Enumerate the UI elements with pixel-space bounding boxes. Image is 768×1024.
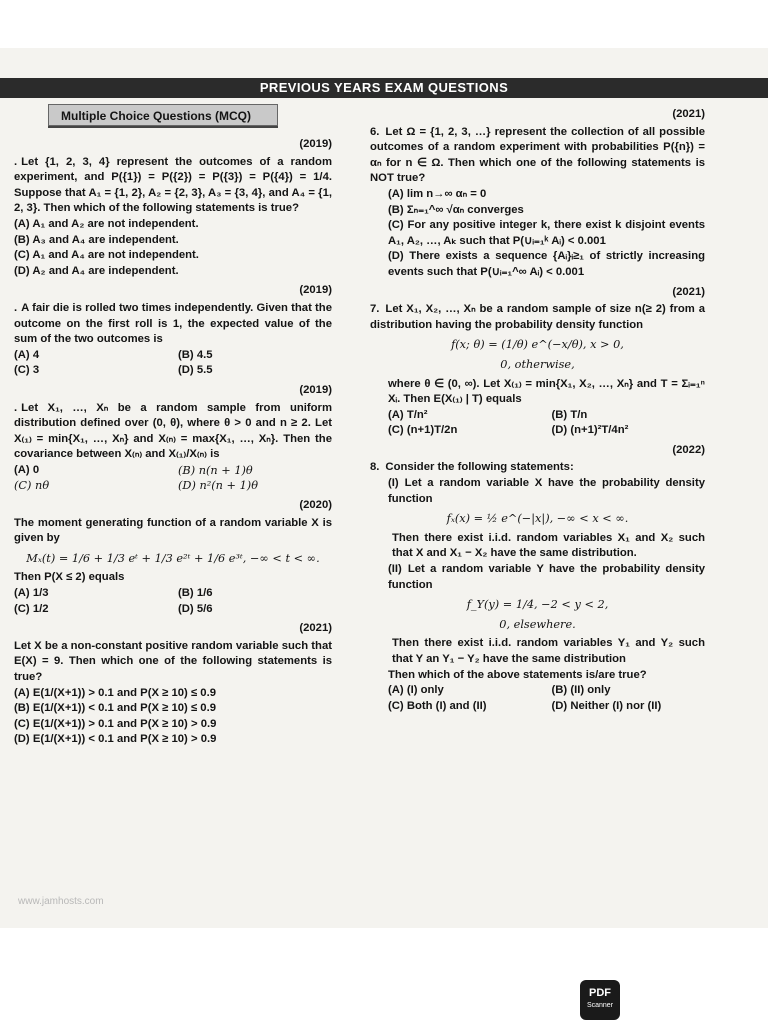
q4-text: The moment generating function of a random variable X is given by xyxy=(14,516,332,545)
q8-s2-label: (II) xyxy=(388,563,402,576)
q8-option-c[interactable]: (C) Both (I) and (II) xyxy=(388,699,487,712)
q8-question: Then which of the above statements is/are true? xyxy=(388,668,647,681)
pdf-badge-bottom: Scanner xyxy=(586,1002,614,1009)
q2-option-c[interactable]: (C) 3 xyxy=(14,364,40,377)
q8-s1-after: Then there exist i.i.d. random variables X₁ and X₂ such that X and X₁ − X₂ have the same distribution. xyxy=(392,531,705,560)
q7-after: where θ ∈ (0, ∞). Let X₍₁₎ = min{X₁, X₂, …, Xₙ} and T = Σᵢ₌₁ⁿ Xᵢ. Then E(X₍₁₎ | T) equals xyxy=(388,377,705,406)
q8-s2-after: Then there exist i.i.d. random variables Y₁ and Y₂ such that Y an Y₁ − Y₂ have the same distribution xyxy=(392,637,705,665)
q8-year: (2022) xyxy=(672,443,705,456)
q1-option-a[interactable]: (A) A₁ and A₂ are not independent. xyxy=(14,217,199,230)
q7-text: Let X₁, X₂, …, Xₙ be a random sample of size n(≥ 2) from a distribution having the probability density function xyxy=(370,303,705,331)
q2-option-b[interactable]: (B) 4.5 xyxy=(178,348,213,361)
q8-s2-formula-1: f_Y(y) = 1/4, −2 < y < 2, xyxy=(466,598,609,612)
q7-option-d[interactable]: (D) (n+1)²T/4n² xyxy=(551,424,629,437)
q7-option-c[interactable]: (C) (n+1)T/2n xyxy=(388,424,458,437)
q5-option-b[interactable]: (B) E(1/(X+1)) < 0.1 and P(X ≥ 10) ≤ 0.9 xyxy=(14,702,216,715)
q8-option-b[interactable]: (B) (II) only xyxy=(551,684,611,697)
q8-s1-formula: fₓ(x) = ½ e^(−|x|), −∞ < x < ∞. xyxy=(446,512,629,526)
q6-option-a[interactable]: (A) lim n→∞ αₙ = 0 xyxy=(388,187,487,200)
q1-option-c[interactable]: (C) A₁ and A₄ are not independent. xyxy=(14,249,199,262)
q8-option-a[interactable]: (A) (I) only xyxy=(388,684,444,697)
q2-option-a[interactable]: (A) 4 xyxy=(14,348,40,361)
q5-text: Let X be a non-constant positive random variable such that E(X) = 9. Then which one of the following statements is true? xyxy=(14,639,332,683)
q1-option-d[interactable]: (D) A₂ and A₄ are independent. xyxy=(14,264,179,277)
question-1: . Let {1, 2, 3, 4} represent the outcomes of a random experiment, and P({1}) = P({2}) = P({3}) = P({4}) = 1/4. Suppose that A₁ = {1, 2}, A₂ = {2, 3}, A₃ = {3, 4}, and A₄ = {1, 2, 3}. Then which of the following statements is true? (A) A₁ and A₂ are not independent. (B) A₃ and A₄ are independent. (C) A₁ and A₄ are not independent. (D) A₂ and A₄ are independent. xyxy=(14,155,332,280)
q3-option-a[interactable]: (A) 0 xyxy=(14,463,40,476)
q4-formula: Mₓ(t) = 1/6 + 1/3 eᵗ + 1/3 e²ᵗ + 1/6 e³ᵗ, −∞ < t < ∞. xyxy=(26,551,320,565)
left-column xyxy=(14,136,332,752)
q6-year: (2021) xyxy=(672,108,705,120)
mcq-section-label: Multiple Choice Questions (MCQ) xyxy=(48,104,278,126)
q8-s1-text: Let a random variable X have the probability density function xyxy=(388,477,705,505)
question-3: . Let X₁, …, Xₙ be a random sample from uniform distribution defined over (0, θ), where θ > 0 and n ≥ 2. Let X₍₁₎ = min{X₁, …, Xₙ} and X₍ₙ₎ = max{X₁, …, Xₙ}. Then the covariance between X₍ₙ₎ and X₍₁₎/X₍ₙ₎ is (A) 0 (B) n(n + 1)θ (C) nθ (D) n²(n + 1)θ xyxy=(14,401,332,493)
q7-formula-line2: 0, otherwise, xyxy=(500,357,575,371)
q2-year: (2019) xyxy=(299,284,332,297)
q4-option-a[interactable]: (A) 1/3 xyxy=(14,587,49,600)
question-2: . A fair die is rolled two times independently. Given that the outcome on the first roll is 1, the expected value of the sum of the two outcomes is (A) 4 (B) 4.5 (C) 3 (D) 5.5 xyxy=(14,301,332,379)
watermark-left: www.jamhosts.com xyxy=(18,896,104,907)
right-column xyxy=(370,106,705,718)
q7-number: 7. xyxy=(370,303,380,316)
q7-option-b[interactable]: (B) T/n xyxy=(551,408,588,421)
q1-option-b[interactable]: (B) A₃ and A₄ are independent. xyxy=(14,233,179,246)
q4-option-b[interactable]: (B) 1/6 xyxy=(178,587,213,600)
q1-text: Let {1, 2, 3, 4} represent the outcomes of a random experiment, and P({1}) = P({2}) = P({3}) = P({4}) = 1/4. Suppose that A₁ = {1, 2}, A₂ = {2, 3}, A₃ = {3, 4}, and A₄ = {1, 2, 3}. Then which of the following statements is true? xyxy=(14,155,332,215)
section-header: PREVIOUS YEARS EXAM QUESTIONS xyxy=(0,78,768,98)
q8-number: 8. xyxy=(370,461,380,474)
q5-option-a[interactable]: (A) E(1/(X+1)) > 0.1 and P(X ≥ 10) ≤ 0.9 xyxy=(14,686,216,699)
q3-option-d[interactable]: (D) n²(n + 1)θ xyxy=(178,479,258,493)
q1-year: (2019) xyxy=(299,138,332,150)
q8-s1-label: (I) xyxy=(388,477,399,490)
mcq-underline xyxy=(48,126,278,128)
q2-option-d[interactable]: (D) 5.5 xyxy=(178,364,213,377)
q4-year: (2020) xyxy=(299,499,332,512)
q5-option-d[interactable]: (D) E(1/(X+1)) < 0.1 and P(X ≥ 10) > 0.9 xyxy=(14,733,217,746)
q3-year: (2019) xyxy=(299,383,332,396)
q3-option-c[interactable]: (C) nθ xyxy=(14,479,50,493)
q4-after: Then P(X ≤ 2) equals xyxy=(14,571,125,584)
q3-option-b[interactable]: (B) n(n + 1)θ xyxy=(178,463,253,477)
pdf-badge-top: PDF xyxy=(589,987,611,999)
question-7 xyxy=(370,302,705,439)
q7-year: (2021) xyxy=(672,285,705,298)
q2-text: A fair die is rolled two times independently. Given that the outcome on the first roll is 1, the expected value of the sum of the two outcomes is xyxy=(14,301,332,346)
question-4 xyxy=(14,516,332,618)
question-8 xyxy=(370,460,705,714)
q8-s2-formula-2: 0, elsewhere. xyxy=(499,617,576,631)
question-5 xyxy=(14,639,332,748)
q8-s2-text: Let a random variable Y have the probability density function xyxy=(388,563,705,591)
q6-option-d[interactable]: (D) There exists a sequence {Aᵢ}ᵢ≥₁ of strictly increasing events such that P(∪ᵢ₌₁^∞ Aᵢ) < 0.001 xyxy=(388,250,705,278)
q5-option-c[interactable]: (C) E(1/(X+1)) > 0.1 and P(X ≥ 10) > 0.9 xyxy=(14,717,217,730)
q6-text: Let Ω = {1, 2, 3, …} represent the collection of all possible outcomes of a random experiment with probabilities P({n}) = αₙ for n ∈ Ω. Then which one of the following statements is NOT true? xyxy=(370,125,705,185)
q8-text: Consider the following statements: xyxy=(385,461,574,474)
q7-formula-line1: f(x; θ) = (1/θ) e^(−x/θ), x > 0, xyxy=(451,338,624,352)
q6-option-c[interactable]: (C) For any positive integer k, there exist k disjoint events A₁, A₂, …, Aₖ such that P(∪ᵢ₌₁ᵏ Aᵢ) < 0.001 xyxy=(388,219,705,247)
pdf-scanner-logo xyxy=(580,980,620,1020)
q3-text: Let X₁, …, Xₙ be a random sample from uniform distribution defined over (0, θ), where θ > 0 and n ≥ 2. Let X₍₁₎ = min{X₁, …, Xₙ} and X₍ₙ₎ = max{X₁, …, Xₙ}. Then the covariance between X₍ₙ₎ and X₍₁₎/X₍ₙ₎ is xyxy=(14,401,332,461)
q7-option-a[interactable]: (A) T/n² xyxy=(388,408,428,421)
question-6 xyxy=(370,125,705,281)
q5-year: (2021) xyxy=(299,622,332,635)
q6-number: 6. xyxy=(370,125,380,138)
q4-option-c[interactable]: (C) 1/2 xyxy=(14,602,49,615)
q6-option-b[interactable]: (B) Σₙ₌₁^∞ √αₙ converges xyxy=(388,203,524,216)
q4-option-d[interactable]: (D) 5/6 xyxy=(178,602,213,615)
q8-option-d[interactable]: (D) Neither (I) nor (II) xyxy=(551,699,662,712)
